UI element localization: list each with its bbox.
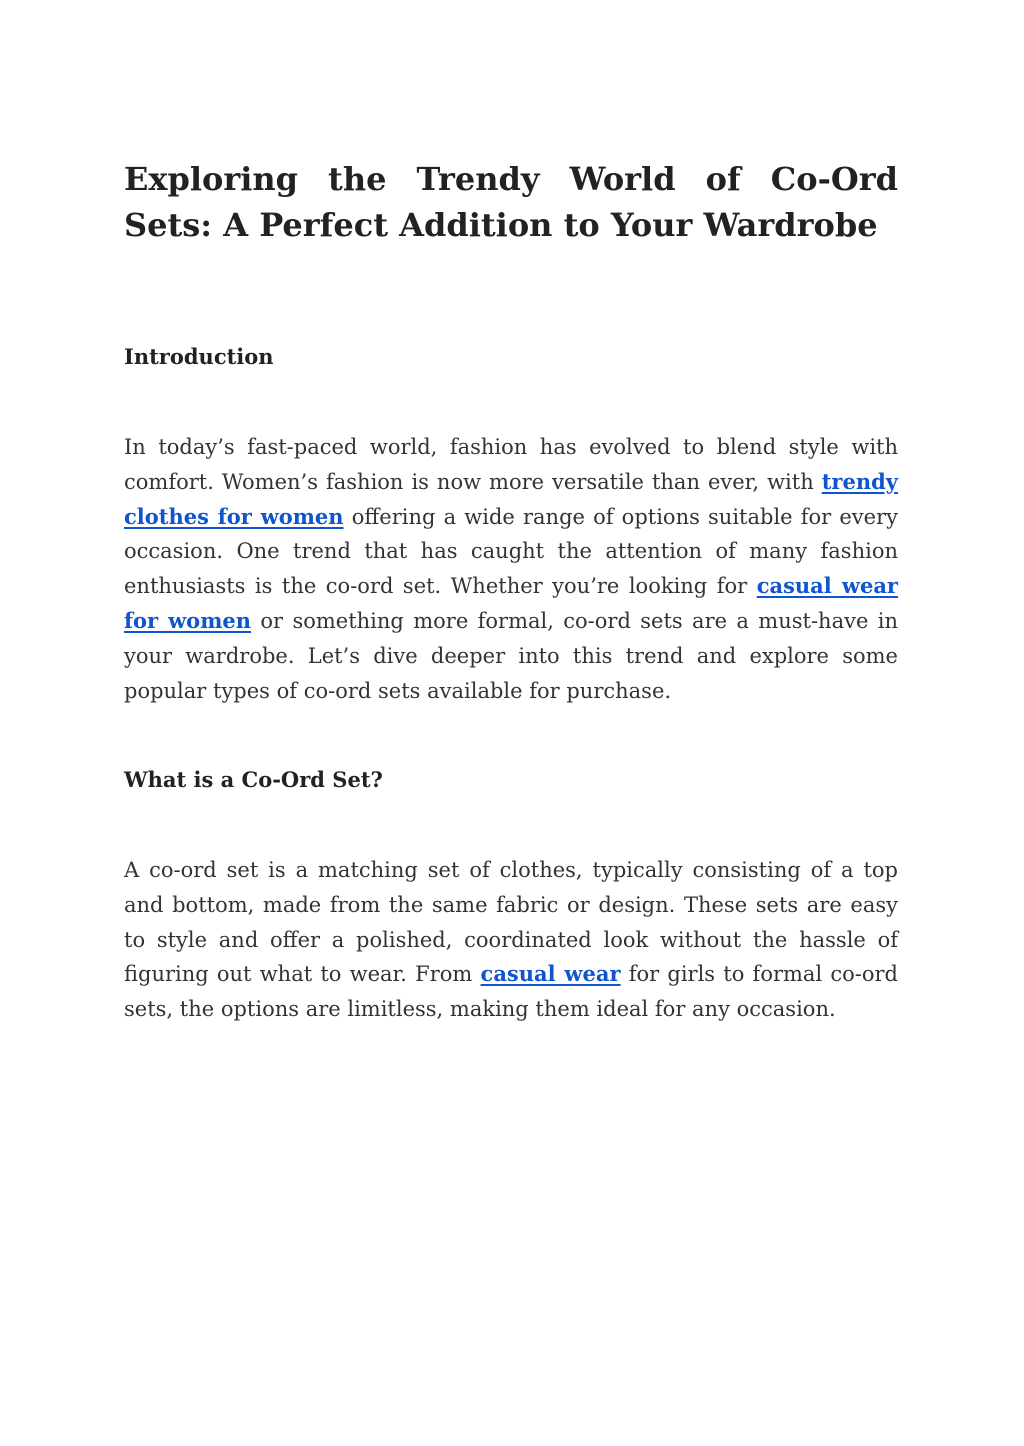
paragraph-text: A co-ord set is a matching set of clothes, typically consisting of a top and bottom, made from the same fabric or design. These sets are easy to style and offer a polished, coordinated look without the hassle of figuring out what to wear. From [124, 858, 898, 987]
introduction-paragraph [124, 430, 898, 708]
trendy-clothes-link[interactable]: trendy clothes for women [124, 468, 898, 529]
paragraph-text: offering a wide range of options suitable for every occasion. One trend that has caught the attention of many fashion enthusiasts is the co-ord set. Whether you’re looking for [124, 504, 898, 599]
paragraph-text: for girls to formal co-ord sets, the options are limitless, making them ideal for any occasion. [124, 962, 898, 1022]
casual-wear-for-women-link[interactable]: casual wear for women [124, 573, 898, 633]
section-heading-what-is-coord: What is a Co-Ord Set? [124, 767, 383, 792]
paragraph-text: In today’s fast-paced world, fashion has evolved to blend style with comfort. Women’s fashion is now more versatile than ever, with [124, 435, 898, 494]
what-is-coord-paragraph [124, 853, 898, 1027]
page-title: Exploring the Trendy World of Co-Ord Sets: A Perfect Addition to Your Wardrobe [124, 160, 898, 244]
section-heading-introduction: Introduction [124, 344, 274, 369]
paragraph-text: or something more formal, co-ord sets are a must-have in your wardrobe. Let’s dive deeper into this trend and explore some popular types of co-ord sets available for purchase. [124, 608, 898, 703]
casual-wear-link[interactable]: casual wear [480, 961, 621, 987]
